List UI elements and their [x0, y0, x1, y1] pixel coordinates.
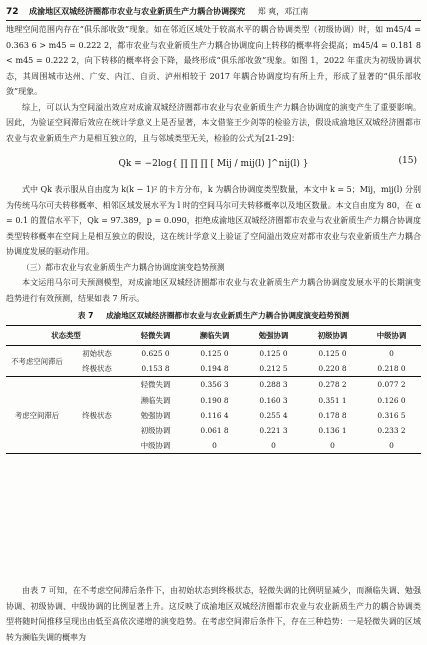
table-cell: 0 [185, 438, 244, 454]
table-cell: 0 [389, 349, 394, 359]
table-row [6, 377, 421, 393]
table-cell: 0.077 2 [362, 377, 421, 393]
table-cell: 0.194 8 [200, 364, 229, 374]
table-cell: 0.218 0 [377, 364, 406, 374]
row-label: 濒临失调 [140, 395, 171, 405]
table-cell: 0.233 2 [377, 426, 406, 436]
table-cell: 0.278 2 [303, 377, 362, 393]
row-label: 初级协调 [140, 426, 171, 436]
table-row [6, 361, 421, 377]
authors: 郑 爽，邓江南 [257, 7, 309, 16]
journal-title: 成渝地区双城经济圈都市农业与农业新质生产力耦合协调探究 [29, 7, 246, 16]
column-header: 轻微失调 [126, 326, 185, 346]
table-number: 表 7 [77, 311, 94, 320]
column-header: 初级协调 [303, 326, 362, 346]
table-cell: 0.221 3 [259, 426, 288, 436]
table-cell: 0.220 8 [318, 364, 347, 374]
table-cell: 0.356 3 [185, 377, 244, 393]
table-cell: 0.212 5 [259, 364, 288, 374]
results-table [6, 325, 421, 454]
page-number: 72 [6, 7, 19, 17]
table-cell: 0.178 8 [318, 410, 347, 420]
column-header: 濒临失调 [185, 326, 244, 346]
row-label: 轻微失调 [126, 377, 185, 393]
table-title: 成渝地区双城经济圈都市农业与农业新质生产力耦合协调度演变趋势预测 [106, 311, 350, 320]
table-cell: 0.288 3 [244, 377, 303, 393]
paragraph: 式中 Qk 表示服从自由度为 k(k − 1)² 的卡方分布，k 为耦合协调度类型数量，本文中 k = 5；Mij，mij(l) 分别为传统马尔可夫转移概率、相邻区域发展水平为 l 时的空间马尔可夫转移概率以及地区数量。本文自由度为 80，在 α = 0.1 的置信水平下，Qk = 97.389，p = 0.090，拒绝成渝地区双城经济圈都市农业与农业新质生产力耦合协调度类型转移概率在空间上是相互独立的假设，这在统计学意义上验证了空间溢出效应对都市农业与农业新质生产力耦合协调度发展的驱动作用。 [6, 185, 421, 256]
table-cell: 0.316 5 [377, 410, 406, 420]
table-cell: 0.116 4 [200, 410, 229, 420]
subgroup-label [68, 377, 126, 454]
closing-block [6, 583, 421, 645]
equation-expression: Qk = −2log{ ∏ ∏ ∏ [ Mij / mij(l) ]^nij(l) } [118, 159, 309, 169]
table-cell: 0.125 0 [259, 349, 288, 359]
table-cell: 0.126 0 [377, 395, 406, 405]
table-cell: 0 [362, 438, 421, 454]
running-header [6, 3, 421, 21]
equation-number: (15) [398, 156, 417, 166]
table-cell: 0.351 1 [318, 395, 347, 405]
table-cell: 0.190 8 [200, 395, 229, 405]
group-label [6, 377, 68, 454]
row-label: 中级协调 [126, 438, 185, 454]
table-caption [6, 309, 421, 323]
equation [6, 146, 421, 182]
column-header: 中级协调 [362, 326, 421, 346]
table-cell: 0.625 0 [141, 349, 170, 359]
table-cell: 0.255 4 [259, 410, 288, 420]
table-cell: 0 [244, 438, 303, 454]
paragraph: 本文运用马尔可夫预测模型，对成渝地区双城经济圈都市农业与农业新质生产力耦合协调度发展水平的长期演变趋势进行有效预测，结果如表 7 所示。 [6, 278, 421, 303]
table-cell: 0.160 3 [259, 395, 288, 405]
row-label: 终极状态 [82, 364, 112, 374]
paragraph: 地理空间范围内存在“俱乐部收敛”现象。如在邻近区域处于较高水平的耦合协调类型（初级协调）时，如 m45/4 = 0.363 6 > m45 = 0.222 2，都市农业与农业新质生产力耦合协调度向上转移的概率将会提高；m45/4 = 0.181 8 < m45 = 0.222 2，向下转移的概率将会下降，最终形成“俱乐部收敛”现象。如图 1，2022 年重庆为初级协调状态，其周围城市达州、广安、内江、自贡、泸州相较于 2017 年耦合协调度均有所上升，形成了显著的“俱乐部收敛”现象。 [6, 25, 421, 96]
table-cell: 0 [303, 438, 362, 454]
table-cell: 0.125 0 [200, 349, 229, 359]
article-body [6, 22, 421, 454]
paragraph: 综上，可以认为空间溢出效应对成渝双城经济圈都市农业与农业新质生产力耦合协调度的演变产生了重要影响。因此，为验证空间滞后效应在统计学意义上是否显著，本文借鉴王少剑等的检验方法，假设成渝地区双城经济圈都市农业与农业新质生产力是相互独立的，且与邻域类型无关，检验的公式为[21-29]： [6, 102, 421, 143]
table-cell: 0.125 0 [318, 349, 347, 359]
row-label: 初始状态 [82, 349, 112, 359]
group-label-text: 考虑空间滞后 [14, 410, 60, 420]
table-cell: 0.061 8 [200, 426, 229, 436]
section-subheading: （三）都市农业与农业新质生产力耦合协调度演变趋势预测 [22, 262, 225, 272]
subgroup-label-text: 终极状态 [82, 410, 112, 420]
column-header: 勉强协调 [244, 326, 303, 346]
table-cell: 0.136 1 [318, 426, 347, 436]
table-cell: 0.153 8 [141, 364, 170, 374]
column-header: 状态类型 [6, 326, 126, 346]
row-label: 勉强协调 [140, 410, 171, 420]
table-row [6, 346, 421, 362]
paragraph: 由表 7 可知，在不考虑空间滞后条件下，由初始状态到终极状态，轻微失调的比例明显减少，而濒临失调、勉强协调、初级协调、中级协调的比例显著上升。这反映了成渝地区双城经济圈都市农业与农业新质生产力的耦合协调类型将随时间推移呈现出由低至高依次递增的演变趋势。在考虑空间滞后条件下，存在三种趋势：一是轻微失调的区域转为濒临失调的概率为 [6, 586, 421, 642]
group-label: 不考虑空间滞后 [11, 356, 63, 366]
table-header-row [6, 326, 421, 346]
